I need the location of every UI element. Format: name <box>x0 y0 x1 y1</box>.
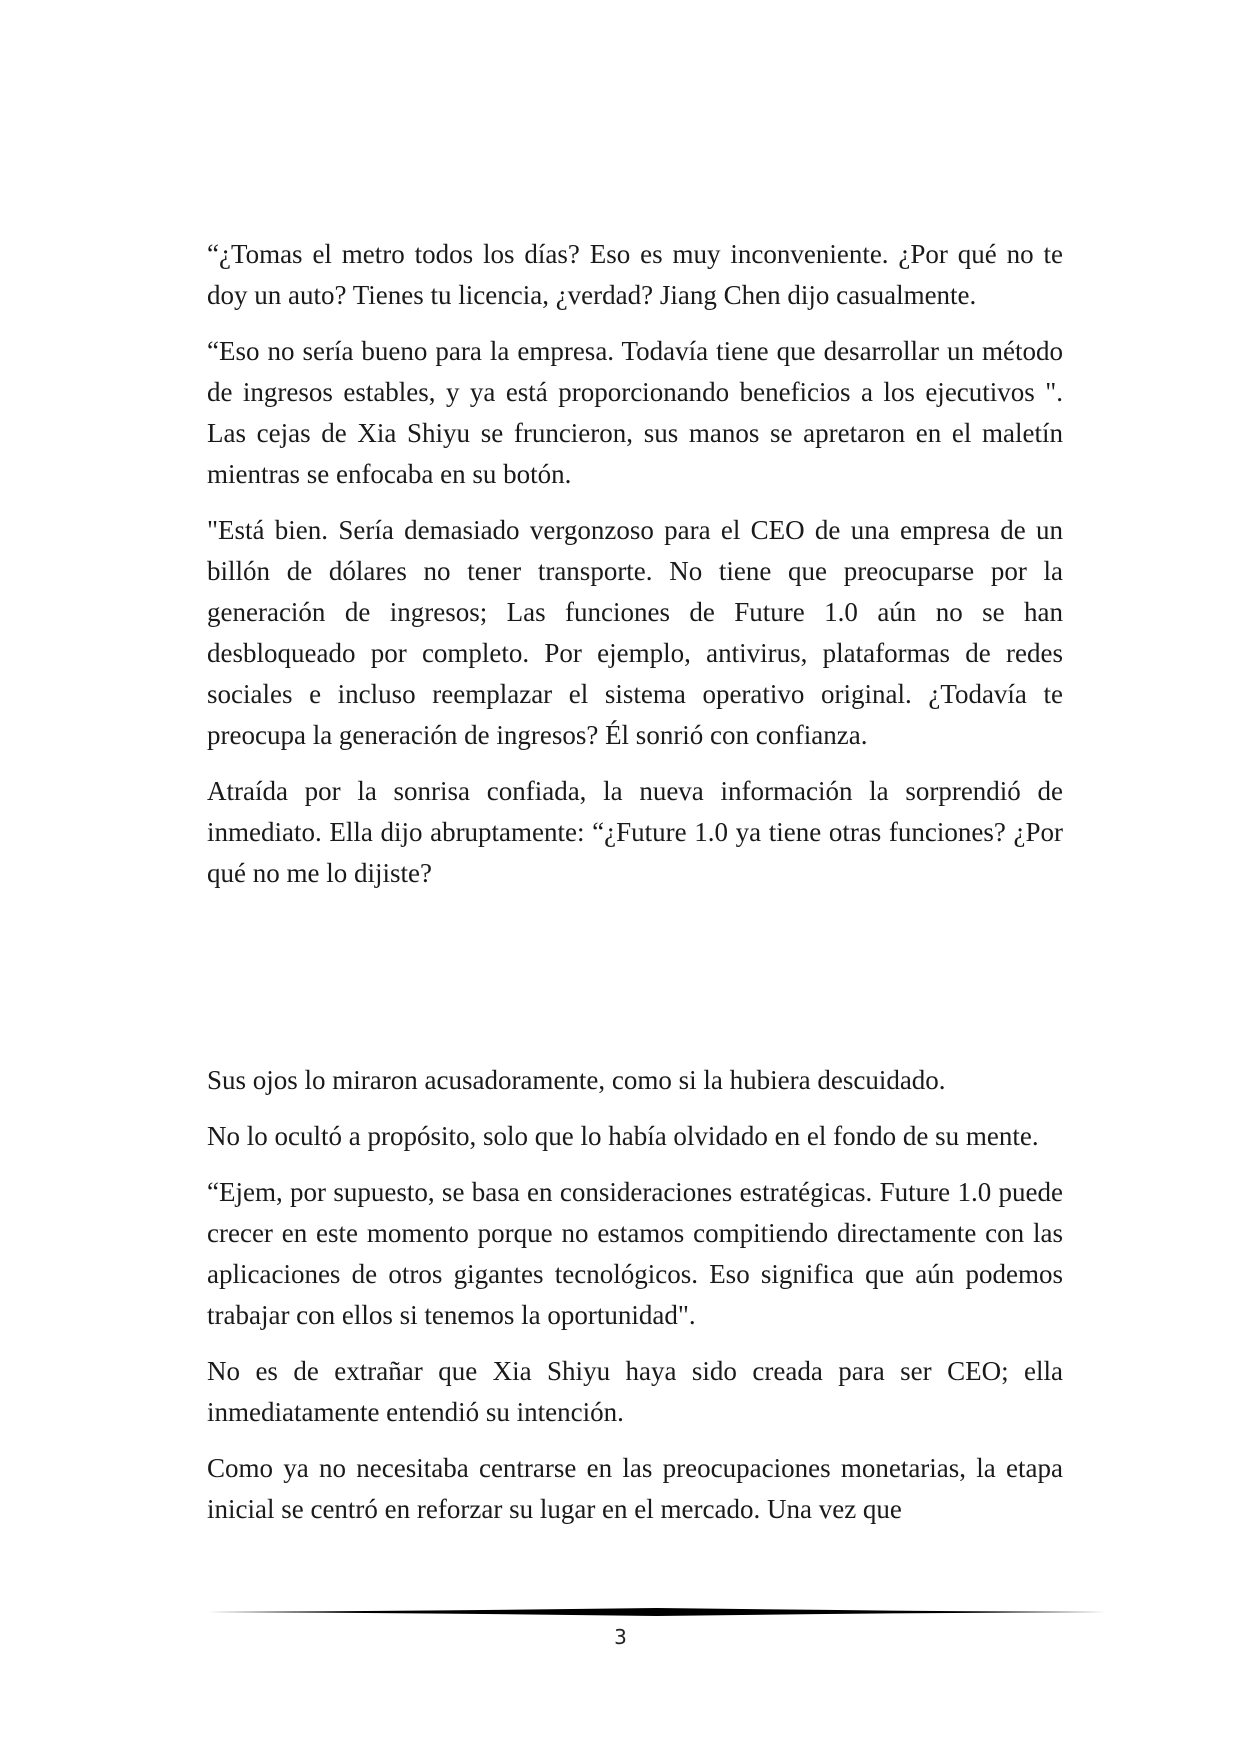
page-number: 3 <box>614 1625 627 1649</box>
paragraph: No es de extrañar que Xia Shiyu haya sido creada para ser CEO; ella inmediatamente entendió su intención. <box>207 1356 1063 1427</box>
text-section-bottom <box>207 1060 1063 1545</box>
paragraph: “Eso no sería bueno para la empresa. Todavía tiene que desarrollar un método de ingresos estables, y ya está proporcionando beneficios a los ejecutivos ". Las cejas de Xia Shiyu se fruncieron, sus manos se apretaron en el maletín mientras se enfocaba en su botón. <box>207 336 1063 489</box>
text-section-top <box>207 234 1063 909</box>
paragraph: No lo ocultó a propósito, solo que lo había olvidado en el fondo de su mente. <box>207 1121 1039 1151</box>
paragraph: “Ejem, por supuesto, se basa en consideraciones estratégicas. Future 1.0 puede crecer en este momento porque no estamos compitiendo directamente con las aplicaciones de otros gigantes tecnológicos. Eso significa que aún podemos trabajar con ellos si tenemos la oportunidad". <box>207 1177 1063 1330</box>
paragraph: "Está bien. Sería demasiado vergonzoso para el CEO de una empresa de un billón de dólares no tener transporte. No tiene que preocuparse por la generación de ingresos; Las funciones de Future 1.0 aún no se han desbloqueado por completo. Por ejemplo, antivirus, plataformas de redes sociales e incluso reemplazar el sistema operativo original. ¿Todavía te preocupa la generación de ingresos? Él sonrió con confianza. <box>207 515 1063 750</box>
paragraph: Sus ojos lo miraron acusadoramente, como si la hubiera descuidado. <box>207 1065 946 1095</box>
paragraph: Atraída por la sonrisa confiada, la nueva información la sorprendió de inmediato. Ella dijo abruptamente: “¿Future 1.0 ya tiene otras funciones? ¿Por qué no me lo dijiste? <box>207 776 1063 888</box>
footer-divider <box>207 1606 1106 1618</box>
paragraph: “¿Tomas el metro todos los días? Eso es muy inconveniente. ¿Por qué no te doy un auto? Tienes tu licencia, ¿verdad? Jiang Chen dijo casualmente. <box>207 239 1063 310</box>
paragraph: Como ya no necesitaba centrarse en las preocupaciones monetarias, la etapa inicial se centró en reforzar su lugar en el mercado. Una vez que <box>207 1453 1063 1524</box>
